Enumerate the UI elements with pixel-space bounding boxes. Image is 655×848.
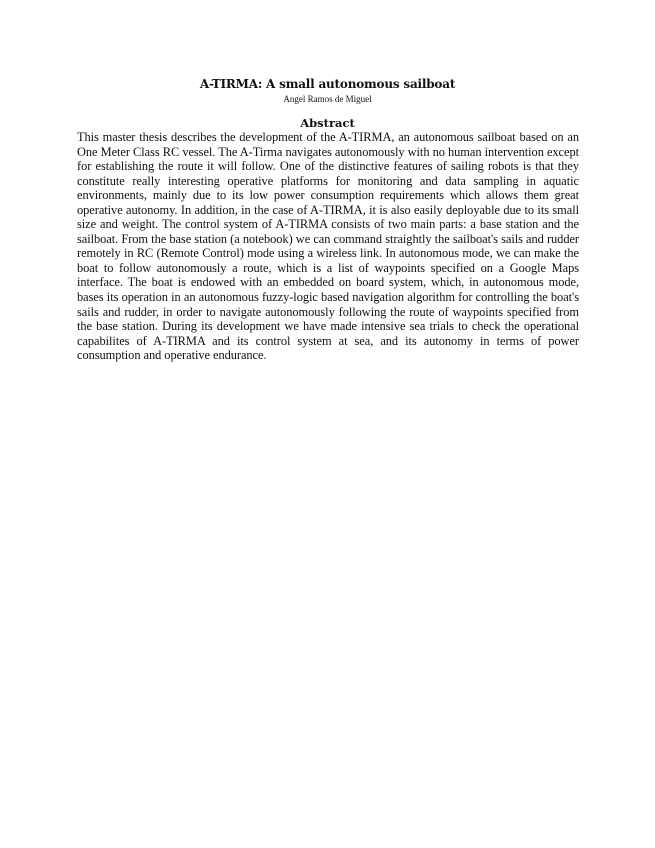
abstract-body: This master thesis describes the development of the A-TIRMA, an autonomous sailboat based on an One Meter Class RC vessel. The A-Tirma navigates autonomously with no human intervention except for establishing the route it will follow. One of the distinctive features of sailing robots is that they constitute really interesting operative platforms for monitoring and data sampling in aquatic environments, mainly due to its low power consumption requirements which allows them great operative autonomy. In addition, in the case of A-TIRMA, it is also easily deployable due to its small size and weight. The control system of A-TIRMA consists of two main parts: a base station and the sailboat. From the base station (a notebook) we can command straightly the sailboat's sails and rudder remotely in RC (Remote Control) mode using a wireless link. In autonomous mode, we can make the boat to follow autonomously a route, which is a list of waypoints specified on a Google Maps interface. The boat is endowed with an embedded on board system, which, in autonomous mode, bases its operation in an autonomous fuzzy-logic based navigation algorithm for controlling the boat's sails and rudder, in order to navigate autonomously following the route of waypoints specified from the base station. During its development we have made intensive sea trials to check the operational capabilites of A-TIRMA and its control system at sea, and its autonomy in terms of power consumption and operative endurance. [77,130,579,363]
paper-author: Angel Ramos de Miguel [283,94,372,104]
paper-title: A-TIRMA: A small autonomous sailboat [199,77,456,91]
abstract-heading: Abstract [300,116,355,130]
